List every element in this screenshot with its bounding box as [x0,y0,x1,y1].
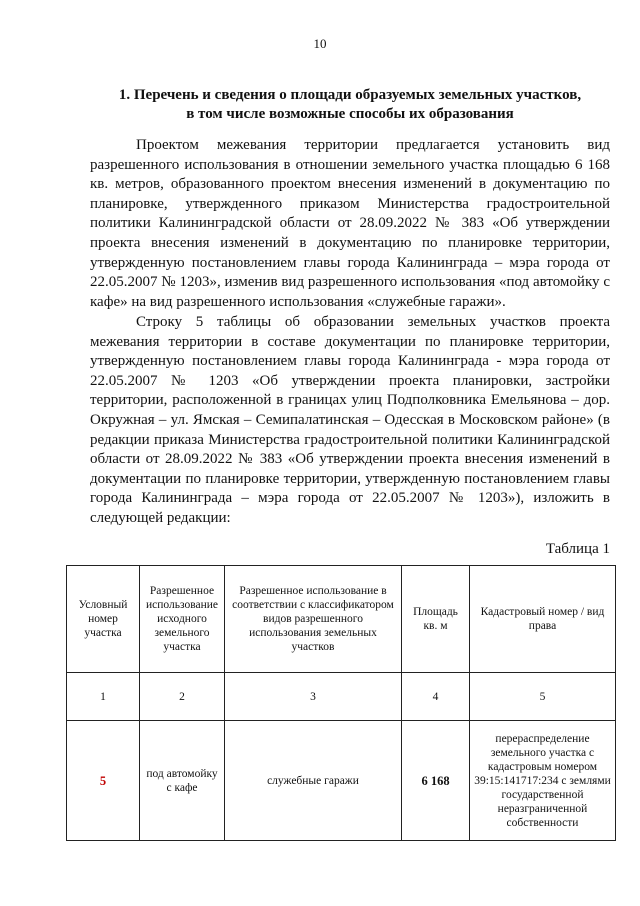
header-area: Площадь кв. м [402,566,470,673]
land-plots-table [66,565,616,841]
header-plot-number: Условный номер участка [67,566,140,673]
new-use-cell: служебные гаражи [225,721,402,841]
column-number: 4 [402,673,470,721]
column-number: 1 [67,673,140,721]
table-caption: Таблица 1 [545,541,610,557]
header-classified-use: Разрешенное использование в соответствии с классификатором видов разрешенного использования земельных участков [225,566,402,673]
table-header-row [67,566,616,673]
section-heading [90,86,610,124]
header-cadastral: Кадастровый номер / вид права [470,566,616,673]
header-source-use: Разрешенное использование исходного земельного участка [140,566,225,673]
plot-number-cell: 5 [67,721,140,841]
paragraph-1: Проектом межевания территории предлагается установить вид разрешенного использования в отношении земельного участка площадью 6 168 кв. метров, образованного проектом внесения изменений в документацию по планировке, утвержденного приказом Министерства градостроительной политики Калининградской области от 28.09.2022 № 383 «Об утверждении проекта внесения изменений в документацию по планировке территории, утвержденную постановлением главы города Калининграда – мэра города от 22.05.2007 № 1203», изменив вид разрешенного использования «под автомойку с кафе» на вид разрешенного использования «служебные гаражи». [90,137,610,310]
cadastral-cell: перераспределение земельного участка с кадастровым номером 39:15:141717:234 с землями государственной неразграниченной собственности [470,721,616,841]
page-number: 10 [313,36,327,51]
table-column-numbers-row [67,673,616,721]
area-cell: 6 168 [402,721,470,841]
source-use-cell: под автомойку с кафе [140,721,225,841]
column-number: 2 [140,673,225,721]
column-number: 5 [470,673,616,721]
column-number: 3 [225,673,402,721]
heading-line-1: 1. Перечень и сведения о площади образуемых земельных участков, [118,87,582,103]
heading-line-2: в том числе возможные способы их образования [186,106,514,122]
table-row [67,721,616,841]
paragraph-2: Строку 5 таблицы об образовании земельных участков проекта межевания территории в составе документации по планировке территории, утвержденную постановлением главы города Калининграда - мэра города от 22.05.2007 № 1203 «Об утверждении проекта планировки, застройки территории, расположенной в границах улиц Подполковника Емельянова – дор. Окружная – ул. Ямская – Семипалатинская – Одесская в Московском районе» (в редакции приказа Министерства градостроительной политики Калининградской области от 28.09.2022 № 383 «Об утверждении проекта внесения изменений в документации по планировке территории, утвержденную постановлением главы города Калининграда – мэра города от 22.05.2007 № 1203»), изложить в следующей редакции: [90,314,610,526]
